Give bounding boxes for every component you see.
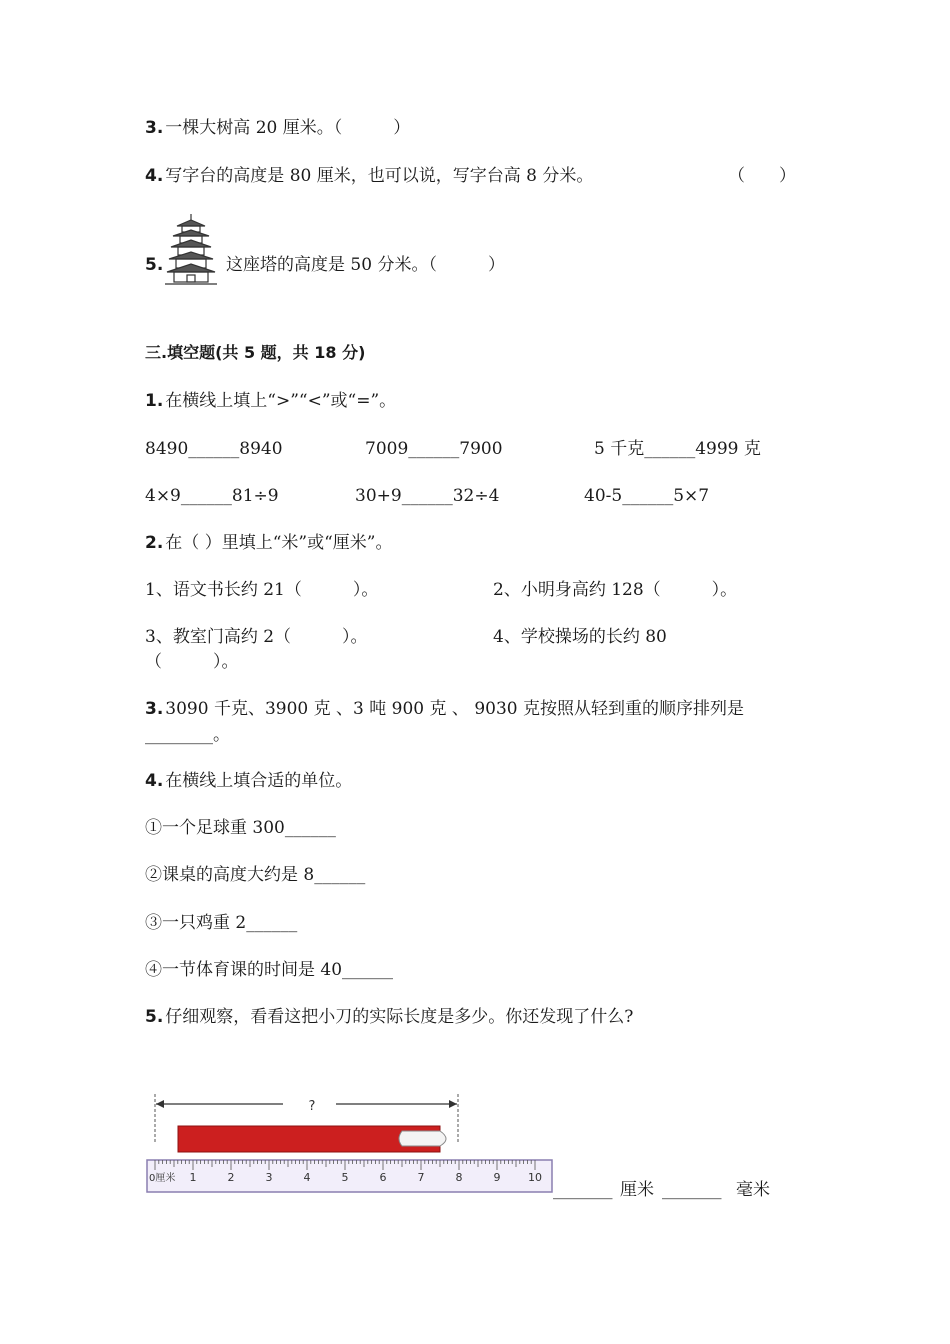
compare-item[interactable]: 5 千克______4999 克 bbox=[594, 439, 761, 459]
fill-q5 bbox=[145, 1006, 633, 1028]
unit-blank-item[interactable]: ①一个足球重 300______ bbox=[145, 818, 336, 838]
question-number: 1. bbox=[145, 391, 164, 411]
ruler-tick-label: 4 bbox=[303, 1171, 311, 1184]
ruler-tick-label: 10 bbox=[528, 1171, 542, 1184]
pagoda-icon bbox=[163, 212, 219, 288]
compare-item[interactable]: 4×9______81÷9 bbox=[145, 486, 279, 506]
question-text: 仔细观察，看看这把小刀的实际长度是多少。你还发现了什么? bbox=[165, 1007, 634, 1027]
judge-q3 bbox=[145, 117, 410, 139]
ruler-tick-label: 5 bbox=[341, 1171, 349, 1184]
fill-q3 bbox=[145, 698, 744, 720]
question-text: 写字台的高度是 80 厘米，也可以说，写字台高 8 分米。 bbox=[165, 166, 594, 186]
question-number: 5. bbox=[145, 1007, 164, 1027]
ruler-tick-label: 8 bbox=[455, 1171, 463, 1184]
compare-item[interactable]: 40-5______5×7 bbox=[584, 486, 710, 506]
unit-blank-item[interactable]: ②课桌的高度大约是 8______ bbox=[145, 865, 366, 885]
question-text: 这座塔的高度是 50 分米。（ ） bbox=[226, 255, 505, 275]
ruler-tick-label: 2 bbox=[227, 1171, 235, 1184]
ruler-tick-label: 9 bbox=[493, 1171, 501, 1184]
ruler-tick-label: 3 bbox=[265, 1171, 273, 1184]
section-title: 三.填空题(共 5 题，共 18 分) bbox=[145, 343, 366, 362]
question-number: 3. bbox=[145, 118, 164, 138]
compare-item[interactable]: 7009______7900 bbox=[365, 439, 503, 459]
question-text: 在横线上填合适的单位。 bbox=[165, 771, 353, 791]
question-number: 4. bbox=[145, 771, 164, 791]
compare-item[interactable]: 8490______8940 bbox=[145, 439, 283, 459]
question-number: 4. bbox=[145, 166, 164, 186]
answer-blank-mm[interactable]: _______ bbox=[662, 1180, 722, 1200]
ruler-tick-label: 1 bbox=[189, 1171, 197, 1184]
unit-cm: 厘米 bbox=[620, 1180, 654, 1200]
question-number: 3. bbox=[145, 699, 164, 719]
knife-blade bbox=[399, 1131, 446, 1146]
question-number: 5. bbox=[145, 255, 164, 275]
question-text: 3090 千克、3900 克 、3 吨 900 克 、 9030 克按照从轻到重的顺序排列是 bbox=[165, 699, 744, 719]
unit-item[interactable]: 4、学校操场的长约 80 bbox=[493, 627, 667, 647]
ruler-body bbox=[147, 1160, 552, 1192]
answer-paren[interactable]: （ ） bbox=[728, 166, 796, 186]
unit-item[interactable]: 1、语文书长约 21（ ）。 bbox=[145, 580, 379, 600]
unit-blank-item[interactable]: ③一只鸡重 2______ bbox=[145, 913, 298, 933]
compare-item[interactable]: 30+9______32÷4 bbox=[355, 486, 500, 506]
unit-blank-item[interactable]: ④一节体育课的时间是 40______ bbox=[145, 960, 394, 980]
fill-q4 bbox=[145, 770, 352, 792]
question-text: 在（ ）里填上“米”或“厘米”。 bbox=[165, 533, 393, 553]
knife-ruler-figure bbox=[140, 1088, 560, 1198]
answer-blank[interactable]: ________。 bbox=[145, 725, 230, 745]
question-mark: ? bbox=[308, 1099, 316, 1114]
question-text: 在横线上填上“>”“<”或“=”。 bbox=[165, 391, 397, 411]
unit-item[interactable]: 2、小明身高约 128（ ）。 bbox=[493, 580, 738, 600]
fill-q2 bbox=[145, 532, 392, 554]
answer-blank-cm[interactable]: _______ bbox=[553, 1180, 613, 1200]
unit-item[interactable]: 3、教室门高约 2（ ）。 bbox=[145, 627, 368, 647]
fill-q1 bbox=[145, 390, 396, 412]
judge-q4 bbox=[145, 165, 593, 187]
question-text: 一棵大树高 20 厘米。（ ） bbox=[165, 118, 411, 138]
ruler-tick-label: 6 bbox=[379, 1171, 387, 1184]
ruler-zero-label: 0厘米 bbox=[149, 1173, 176, 1184]
question-number: 2. bbox=[145, 533, 164, 553]
unit-mm: 毫米 bbox=[736, 1180, 770, 1200]
ruler-tick-label: 7 bbox=[417, 1171, 425, 1184]
unit-item-continued[interactable]: （ ）。 bbox=[145, 652, 239, 672]
